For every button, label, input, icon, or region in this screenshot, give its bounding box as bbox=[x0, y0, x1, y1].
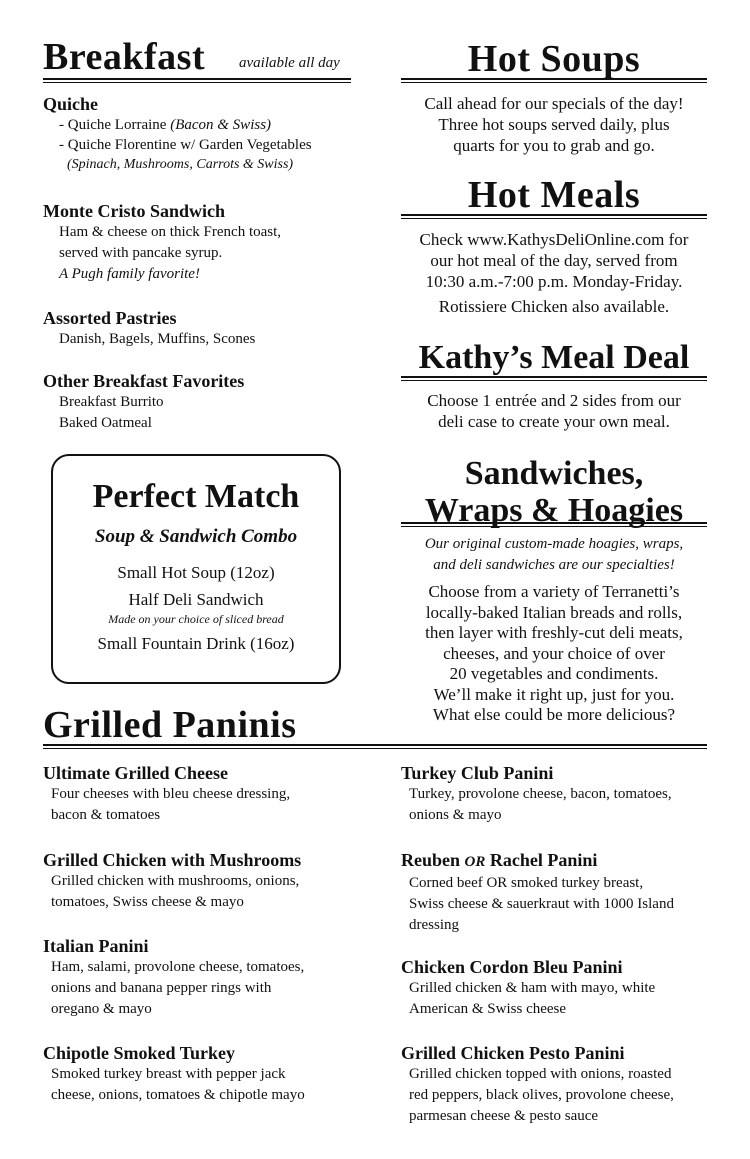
paninis-rule-thin bbox=[43, 748, 707, 749]
panini-desc: Smoked turkey breast with pepper jack bbox=[51, 1066, 286, 1082]
sandwiches-tagline bbox=[391, 534, 717, 576]
panini-item bbox=[43, 849, 383, 913]
hot-soups-heading: Hot Soups bbox=[467, 38, 641, 80]
hot-soups-line: Call ahead for our specials of the day! bbox=[424, 94, 684, 113]
sandwiches-line: cheeses, and your choice of over bbox=[443, 643, 665, 663]
monte-cristo-title: Monte Cristo Sandwich bbox=[43, 201, 226, 221]
panini-desc: oregano & mayo bbox=[51, 1001, 152, 1017]
panini-item bbox=[401, 762, 721, 826]
sandwiches-heading-line2: Wraps & Hoagies bbox=[424, 492, 684, 529]
sandwiches-rule-thin bbox=[401, 526, 707, 527]
panini-item bbox=[401, 1042, 721, 1127]
sandwiches-line: then layer with freshly-cut deli meats, bbox=[425, 623, 683, 642]
meal-deal-rule-thin bbox=[401, 380, 707, 381]
panini-desc: Corned beef OR smoked turkey breast, bbox=[409, 875, 644, 891]
breakfast-burrito: Breakfast Burrito bbox=[59, 394, 164, 410]
panini-name: Reuben OR Rachel Panini bbox=[401, 850, 598, 870]
sandwiches-rule bbox=[401, 522, 707, 524]
sandwiches-line: 20 vegetables and condiments. bbox=[449, 664, 659, 683]
panini-desc: parmesan cheese & pesto sauce bbox=[409, 1108, 599, 1124]
paninis-rule bbox=[43, 744, 707, 746]
quiche-section bbox=[43, 93, 373, 175]
panini-desc: bacon & tomatoes bbox=[51, 807, 161, 823]
meal-deal-rule bbox=[401, 376, 707, 378]
other-breakfast-section bbox=[43, 370, 373, 434]
perfect-match-bread-note: Made on your choice of sliced bread bbox=[108, 612, 284, 626]
other-breakfast-title: Other Breakfast Favorites bbox=[43, 371, 245, 391]
hot-meals-line: 10:30 a.m.-7:00 p.m. Monday-Friday. bbox=[425, 272, 683, 291]
quiche-florentine: - Quiche Florentine w/ Garden Vegetables bbox=[59, 137, 312, 153]
sandwiches-heading-line1: Sandwiches, bbox=[464, 455, 644, 492]
panini-desc: Four cheeses with bleu cheese dressing, bbox=[51, 786, 291, 802]
sandwiches-line: locally-baked Italian breads and rolls, bbox=[425, 602, 683, 622]
monte-cristo-desc-1: Ham & cheese on thick French toast, bbox=[59, 224, 282, 240]
pastries-desc: Danish, Bagels, Muffins, Scones bbox=[59, 331, 256, 347]
baked-oatmeal: Baked Oatmeal bbox=[59, 415, 152, 431]
panini-desc: Turkey, provolone cheese, bacon, tomatoes, bbox=[409, 786, 672, 802]
hot-meals-line: our hot meal of the day, served from bbox=[430, 251, 678, 270]
panini-desc: tomatoes, Swiss cheese & mayo bbox=[51, 894, 244, 910]
sandwiches-tagline-line: Our original custom-made hoagies, wraps, bbox=[424, 536, 684, 552]
panini-desc: Swiss cheese & sauerkraut with 1000 Island bbox=[409, 896, 674, 912]
panini-desc: Grilled chicken topped with onions, roasted bbox=[409, 1066, 672, 1082]
quiche-title: Quiche bbox=[43, 94, 99, 114]
panini-desc: onions and banana pepper rings with bbox=[51, 980, 272, 996]
paninis-heading: Grilled Paninis bbox=[43, 704, 297, 746]
panini-desc: Ham, salami, provolone cheese, tomatoes, bbox=[51, 959, 305, 975]
monte-cristo-desc-2: served with pancake syrup. bbox=[59, 245, 223, 261]
sandwiches-line: Choose from a variety of Terranetti’s bbox=[428, 582, 680, 601]
panini-desc: American & Swiss cheese bbox=[409, 1001, 567, 1017]
panini-item bbox=[43, 762, 383, 826]
hot-meals-rule-thin bbox=[401, 218, 707, 219]
panini-name: Turkey Club Panini bbox=[401, 763, 554, 783]
panini-name: Chicken Cordon Bleu Panini bbox=[401, 957, 623, 977]
meal-deal-heading: Kathy’s Meal Deal bbox=[418, 339, 690, 376]
quiche-florentine-detail: (Spinach, Mushrooms, Carrots & Swiss) bbox=[67, 157, 294, 172]
panini-item bbox=[43, 1042, 383, 1106]
sandwiches-tagline-line: and deli sandwiches are our specialties! bbox=[433, 557, 675, 573]
breakfast-rule-thin bbox=[43, 82, 351, 83]
panini-item bbox=[401, 956, 721, 1020]
pastries-title: Assorted Pastries bbox=[43, 308, 177, 328]
panini-desc: cheese, onions, tomatoes & chipotle mayo bbox=[51, 1087, 305, 1103]
hot-soups-body bbox=[391, 93, 717, 156]
panini-desc: red peppers, black olives, provolone cheese, bbox=[409, 1087, 674, 1103]
breakfast-heading: Breakfast bbox=[43, 36, 206, 78]
hot-soups-line: quarts for you to grab and go. bbox=[453, 136, 655, 155]
perfect-match-title: Perfect Match bbox=[92, 478, 300, 515]
meal-deal-body bbox=[391, 390, 717, 432]
perfect-match-sandwich: Half Deli Sandwich bbox=[128, 590, 264, 609]
panini-desc: Grilled chicken & ham with mayo, white bbox=[409, 980, 656, 996]
hot-meals-body bbox=[391, 229, 717, 317]
panini-name: Grilled Chicken Pesto Panini bbox=[401, 1043, 625, 1063]
sandwiches-heading bbox=[391, 455, 717, 529]
monte-cristo-section bbox=[43, 200, 373, 285]
perfect-match-soup: Small Hot Soup (12oz) bbox=[117, 563, 275, 582]
perfect-match-subtitle: Soup & Sandwich Combo bbox=[94, 526, 298, 547]
sandwiches-line: What else could be more delicious? bbox=[432, 705, 676, 724]
pastries-section bbox=[43, 307, 373, 350]
sandwiches-body bbox=[391, 582, 717, 726]
panini-desc: Grilled chicken with mushrooms, onions, bbox=[51, 873, 300, 889]
hot-meals-line: Check www.KathysDeliOnline.com for bbox=[419, 230, 689, 249]
panini-desc: onions & mayo bbox=[409, 807, 502, 823]
panini-name: Ultimate Grilled Cheese bbox=[43, 763, 228, 783]
panini-name: Italian Panini bbox=[43, 936, 149, 956]
monte-cristo-tagline: A Pugh family favorite! bbox=[59, 266, 200, 282]
perfect-match-drink: Small Fountain Drink (16oz) bbox=[97, 634, 295, 653]
panini-name: Grilled Chicken with Mushrooms bbox=[43, 850, 302, 870]
sandwiches-line: We’ll make it right up, just for you. bbox=[433, 684, 675, 704]
breakfast-availability-note: available all day bbox=[239, 55, 340, 71]
panini-item bbox=[401, 849, 721, 936]
hot-meals-rule bbox=[401, 214, 707, 216]
hot-soups-line: Three hot soups served daily, plus bbox=[438, 115, 670, 134]
hot-soups-rule-thin bbox=[401, 82, 707, 83]
panini-item bbox=[43, 935, 383, 1020]
hot-meals-line: Rotissiere Chicken also available. bbox=[438, 297, 670, 316]
perfect-match-box bbox=[51, 454, 341, 684]
panini-name: Chipotle Smoked Turkey bbox=[43, 1043, 236, 1063]
hot-soups-rule bbox=[401, 78, 707, 80]
panini-desc: dressing bbox=[409, 917, 459, 933]
meal-deal-line: deli case to create your own meal. bbox=[438, 412, 670, 431]
meal-deal-line: Choose 1 entrée and 2 sides from our bbox=[427, 391, 681, 410]
quiche-lorraine: - Quiche Lorraine (Bacon & Swiss) bbox=[59, 117, 272, 133]
hot-meals-heading: Hot Meals bbox=[467, 174, 641, 216]
breakfast-rule bbox=[43, 78, 351, 80]
